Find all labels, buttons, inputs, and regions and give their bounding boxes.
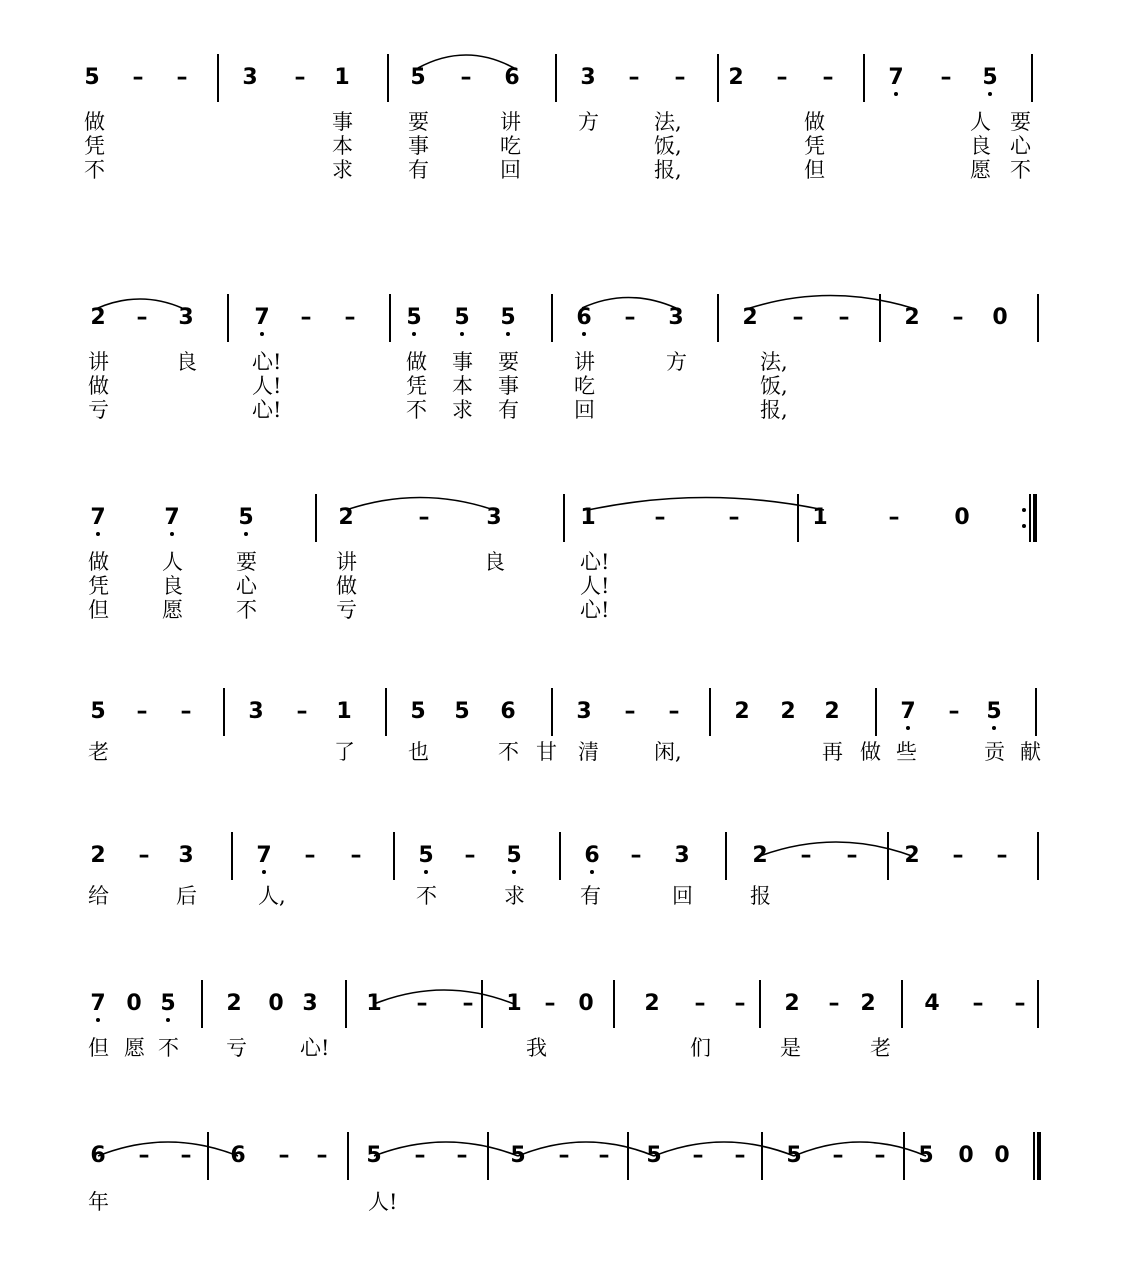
score-system: [0, 0, 1132, 240]
ties-layer: [0, 640, 1132, 780]
lyric-char: 凭: [406, 374, 427, 398]
lyric-char: 我: [526, 1036, 547, 1060]
note-digit: 5: [506, 843, 522, 868]
note-digit: 7: [888, 65, 904, 90]
note-digit: 1: [506, 991, 522, 1016]
lyric-char: 事: [498, 374, 519, 398]
note-digit: 5: [918, 1143, 934, 1168]
lyric-char: 回: [500, 158, 521, 182]
dash-note: –: [694, 991, 706, 1016]
note-digit: 1: [334, 65, 350, 90]
lyric-char: 回: [672, 884, 693, 908]
barline: [227, 294, 229, 342]
dash-note: –: [138, 843, 150, 868]
lyric-char: 给: [88, 884, 109, 908]
dash-note: –: [464, 843, 476, 868]
note-digit: 2: [644, 991, 660, 1016]
lyric-char: 事: [408, 134, 429, 158]
dash-note: –: [296, 699, 308, 724]
lyric-char: 饭,: [760, 374, 788, 398]
octave-dot-below: [424, 870, 428, 874]
lyric-char: 心!: [252, 350, 282, 374]
note-digit: 5: [406, 305, 422, 330]
octave-dot-below: [512, 870, 516, 874]
barline: [613, 980, 615, 1028]
lyric-char: 人: [970, 110, 991, 134]
lyric-char: 不: [406, 398, 427, 422]
barline: [875, 688, 877, 736]
dash-note: –: [316, 1143, 328, 1168]
dash-note: –: [624, 305, 636, 330]
score-system: [0, 640, 1132, 780]
dash-note: –: [294, 65, 306, 90]
dash-note: –: [972, 991, 984, 1016]
note-digit: 2: [784, 991, 800, 1016]
note-digit: 5: [366, 1143, 382, 1168]
barline: [1037, 980, 1039, 1028]
lyric-char: 们: [690, 1036, 711, 1060]
note-digit: 5: [410, 699, 426, 724]
lyric-char: 后: [176, 884, 197, 908]
note-digit: 1: [336, 699, 352, 724]
lyric-char: 清: [578, 740, 599, 764]
barline: [1037, 294, 1039, 342]
note-digit: 5: [410, 65, 426, 90]
dash-note: –: [668, 699, 680, 724]
lyric-char: 讲: [336, 550, 357, 574]
barline: [1035, 688, 1037, 736]
note-digit: 2: [904, 305, 920, 330]
barline: [627, 1132, 629, 1180]
lyric-char: 不: [84, 158, 105, 182]
repeat-end-barline: [1029, 494, 1031, 542]
dash-note: –: [462, 991, 474, 1016]
lyric-char: 不: [1010, 158, 1031, 182]
dash-note: –: [952, 843, 964, 868]
dash-note: –: [940, 65, 952, 90]
score-system: [0, 1090, 1132, 1260]
lyric-char: 吃: [500, 134, 521, 158]
lyric-char: 要: [408, 110, 429, 134]
dash-note: –: [136, 305, 148, 330]
lyric-char: 做: [88, 374, 109, 398]
repeat-dot: [1022, 524, 1026, 528]
dash-note: –: [414, 1143, 426, 1168]
lyric-char: 良: [484, 550, 505, 574]
final-barline: [1033, 1132, 1035, 1180]
barline: [879, 294, 881, 342]
note-digit: 5: [500, 305, 516, 330]
lyric-char: 求: [452, 398, 473, 422]
lyric-char: 但: [804, 158, 825, 182]
lyric-char: 有: [408, 158, 429, 182]
note-digit: 7: [90, 991, 106, 1016]
lyric-char: 再: [822, 740, 843, 764]
dash-note: –: [734, 991, 746, 1016]
barline: [217, 54, 219, 102]
barline: [717, 294, 719, 342]
barline: [725, 832, 727, 880]
dash-note: –: [418, 505, 430, 530]
lyric-char: 人,: [258, 884, 286, 908]
note-digit: 5: [986, 699, 1002, 724]
dash-note: –: [828, 991, 840, 1016]
note-digit: 6: [576, 305, 592, 330]
note-digit: 5: [418, 843, 434, 868]
octave-dot-below: [506, 332, 510, 336]
lyric-char: 方: [666, 350, 687, 374]
dash-note: –: [304, 843, 316, 868]
octave-dot-below: [170, 532, 174, 536]
barline: [201, 980, 203, 1028]
lyric-char: 了: [334, 740, 355, 764]
lyric-char: 本: [452, 374, 473, 398]
note-digit: 5: [510, 1143, 526, 1168]
thick-barline: [1033, 494, 1037, 542]
lyric-char: 法,: [654, 110, 682, 134]
lyric-char: 人!: [252, 374, 282, 398]
barline: [389, 294, 391, 342]
lyric-char: 做: [860, 740, 881, 764]
dash-note: –: [800, 843, 812, 868]
note-digit: 7: [900, 699, 916, 724]
lyric-char: 有: [580, 884, 601, 908]
lyric-char: 事: [452, 350, 473, 374]
barline: [1031, 54, 1033, 102]
dash-note: –: [822, 65, 834, 90]
note-digit: 5: [646, 1143, 662, 1168]
octave-dot-below: [260, 332, 264, 336]
lyric-char: 甘: [536, 740, 557, 764]
note-digit: 5: [454, 305, 470, 330]
lyric-char: 心!: [580, 598, 610, 622]
lyric-char: 讲: [88, 350, 109, 374]
ties-layer: [0, 0, 1132, 240]
dash-note: –: [558, 1143, 570, 1168]
lyric-char: 做: [88, 550, 109, 574]
dash-note: –: [674, 65, 686, 90]
lyric-char: 心!: [300, 1036, 330, 1060]
octave-dot-below: [96, 1018, 100, 1022]
note-digit: 3: [248, 699, 264, 724]
note-digit: 3: [576, 699, 592, 724]
lyric-char: 凭: [88, 574, 109, 598]
dash-note: –: [460, 65, 472, 90]
note-digit: 7: [254, 305, 270, 330]
dash-note: –: [838, 305, 850, 330]
barline: [347, 1132, 349, 1180]
barline: [761, 1132, 763, 1180]
lyric-char: 有: [498, 398, 519, 422]
lyric-char: 讲: [500, 110, 521, 134]
lyric-char: 心: [1010, 134, 1031, 158]
note-digit: 0: [994, 1143, 1010, 1168]
dash-note: –: [952, 305, 964, 330]
note-digit: 2: [90, 843, 106, 868]
octave-dot-below: [988, 92, 992, 96]
lyric-char: 报: [750, 884, 771, 908]
lyric-char: 要: [1010, 110, 1031, 134]
lyric-char: 要: [498, 350, 519, 374]
ties-layer: [0, 1090, 1132, 1260]
dash-note: –: [136, 699, 148, 724]
lyric-char: 不: [236, 598, 257, 622]
barline: [863, 54, 865, 102]
note-digit: 6: [90, 1143, 106, 1168]
note-digit: 7: [256, 843, 272, 868]
lyric-char: 心!: [580, 550, 610, 574]
barline: [555, 54, 557, 102]
lyric-char: 良: [970, 134, 991, 158]
octave-dot-below: [460, 332, 464, 336]
thick-barline: [1037, 1132, 1041, 1180]
barline: [563, 494, 565, 542]
note-digit: 5: [90, 699, 106, 724]
note-digit: 0: [126, 991, 142, 1016]
dash-note: –: [300, 305, 312, 330]
dash-note: –: [138, 1143, 150, 1168]
lyric-char: 良: [176, 350, 197, 374]
note-digit: 2: [860, 991, 876, 1016]
octave-dot-below: [992, 726, 996, 730]
score-system: [0, 790, 1132, 930]
note-digit: 5: [982, 65, 998, 90]
lyric-char: 事: [332, 110, 353, 134]
note-digit: 5: [238, 505, 254, 530]
note-digit: 5: [84, 65, 100, 90]
lyric-char: 心!: [252, 398, 282, 422]
note-digit: 2: [742, 305, 758, 330]
lyric-char: 做: [84, 110, 105, 134]
dash-note: –: [692, 1143, 704, 1168]
barline: [551, 688, 553, 736]
dash-note: –: [598, 1143, 610, 1168]
note-digit: 5: [160, 991, 176, 1016]
dash-note: –: [624, 699, 636, 724]
lyric-char: 讲: [574, 350, 595, 374]
lyric-char: 做: [406, 350, 427, 374]
dash-note: –: [350, 843, 362, 868]
barline: [1037, 832, 1039, 880]
note-digit: 0: [992, 305, 1008, 330]
note-digit: 2: [338, 505, 354, 530]
octave-dot-below: [262, 870, 266, 874]
lyric-char: 人!: [368, 1190, 398, 1214]
lyric-char: 亏: [336, 598, 357, 622]
lyric-char: 做: [336, 574, 357, 598]
lyric-char: 贡: [984, 740, 1005, 764]
note-digit: 3: [242, 65, 258, 90]
dash-note: –: [948, 699, 960, 724]
octave-dot-below: [590, 870, 594, 874]
barline: [717, 54, 719, 102]
note-digit: 6: [230, 1143, 246, 1168]
dash-note: –: [874, 1143, 886, 1168]
barline: [207, 1132, 209, 1180]
dash-note: –: [344, 305, 356, 330]
lyric-char: 亏: [226, 1036, 247, 1060]
note-digit: 6: [500, 699, 516, 724]
lyric-char: 要: [236, 550, 257, 574]
barline: [345, 980, 347, 1028]
note-digit: 5: [786, 1143, 802, 1168]
lyric-char: 愿: [162, 598, 183, 622]
lyric-char: 凭: [84, 134, 105, 158]
note-digit: 0: [268, 991, 284, 1016]
lyric-char: 不: [498, 740, 519, 764]
lyric-char: 报,: [654, 158, 682, 182]
barline: [385, 688, 387, 736]
lyric-char: 也: [408, 740, 429, 764]
barline: [387, 54, 389, 102]
repeat-dot: [1022, 508, 1026, 512]
dash-note: –: [728, 505, 740, 530]
barline: [487, 1132, 489, 1180]
note-digit: 6: [504, 65, 520, 90]
lyric-char: 年: [88, 1190, 109, 1214]
octave-dot-below: [244, 532, 248, 536]
dash-note: –: [888, 505, 900, 530]
note-digit: 2: [734, 699, 750, 724]
lyric-char: 回: [574, 398, 595, 422]
barline: [903, 1132, 905, 1180]
lyric-char: 良: [162, 574, 183, 598]
lyric-char: 愿: [970, 158, 991, 182]
note-digit: 2: [90, 305, 106, 330]
note-digit: 6: [584, 843, 600, 868]
dash-note: –: [792, 305, 804, 330]
note-digit: 2: [780, 699, 796, 724]
lyric-char: 愿: [124, 1036, 145, 1060]
lyric-char: 人!: [580, 574, 610, 598]
octave-dot-below: [582, 332, 586, 336]
dash-note: –: [180, 1143, 192, 1168]
note-digit: 3: [580, 65, 596, 90]
dash-note: –: [416, 991, 428, 1016]
note-digit: 4: [924, 991, 940, 1016]
dash-note: –: [456, 1143, 468, 1168]
dash-note: –: [776, 65, 788, 90]
octave-dot-below: [96, 532, 100, 536]
note-digit: 5: [454, 699, 470, 724]
lyric-char: 饭,: [654, 134, 682, 158]
note-digit: 2: [728, 65, 744, 90]
lyric-char: 做: [804, 110, 825, 134]
lyric-char: 但: [88, 598, 109, 622]
note-digit: 2: [226, 991, 242, 1016]
lyric-char: 老: [88, 740, 109, 764]
barline: [559, 832, 561, 880]
note-digit: 2: [752, 843, 768, 868]
octave-dot-below: [166, 1018, 170, 1022]
dash-note: –: [630, 843, 642, 868]
note-digit: 7: [90, 505, 106, 530]
note-digit: 0: [954, 505, 970, 530]
lyric-char: 求: [332, 158, 353, 182]
lyric-char: 求: [504, 884, 525, 908]
lyric-char: 献: [1020, 740, 1041, 764]
barline: [709, 688, 711, 736]
barline: [551, 294, 553, 342]
dash-note: –: [846, 843, 858, 868]
dash-note: –: [832, 1143, 844, 1168]
note-digit: 1: [366, 991, 382, 1016]
dash-note: –: [132, 65, 144, 90]
barline: [887, 832, 889, 880]
lyric-char: 法,: [760, 350, 788, 374]
note-digit: 7: [164, 505, 180, 530]
lyric-char: 方: [578, 110, 599, 134]
note-digit: 0: [578, 991, 594, 1016]
lyric-char: 本: [332, 134, 353, 158]
barline: [759, 980, 761, 1028]
note-digit: 3: [178, 305, 194, 330]
note-digit: 1: [580, 505, 596, 530]
dash-note: –: [544, 991, 556, 1016]
dash-note: –: [734, 1143, 746, 1168]
note-digit: 1: [812, 505, 828, 530]
score-system: [0, 940, 1132, 1090]
lyric-char: 不: [416, 884, 437, 908]
note-digit: 0: [958, 1143, 974, 1168]
note-digit: 3: [674, 843, 690, 868]
score-system: [0, 440, 1132, 640]
lyric-char: 不: [158, 1036, 179, 1060]
lyric-char: 吃: [574, 374, 595, 398]
dash-note: –: [628, 65, 640, 90]
dash-note: –: [654, 505, 666, 530]
dash-note: –: [1014, 991, 1026, 1016]
lyric-char: 闲,: [654, 740, 682, 764]
dash-note: –: [180, 699, 192, 724]
dash-note: –: [176, 65, 188, 90]
barline: [231, 832, 233, 880]
lyric-char: 但: [88, 1036, 109, 1060]
lyric-char: 亏: [88, 398, 109, 422]
barline: [797, 494, 799, 542]
octave-dot-below: [412, 332, 416, 336]
dash-note: –: [996, 843, 1008, 868]
dash-note: –: [278, 1143, 290, 1168]
lyric-char: 凭: [804, 134, 825, 158]
lyric-char: 报,: [760, 398, 788, 422]
note-digit: 2: [824, 699, 840, 724]
lyric-char: 是: [780, 1036, 801, 1060]
barline: [393, 832, 395, 880]
lyric-char: 老: [870, 1036, 891, 1060]
note-digit: 3: [668, 305, 684, 330]
barline: [901, 980, 903, 1028]
barline: [223, 688, 225, 736]
octave-dot-below: [906, 726, 910, 730]
barline: [481, 980, 483, 1028]
note-digit: 2: [904, 843, 920, 868]
lyric-char: 些: [896, 740, 917, 764]
note-digit: 3: [302, 991, 318, 1016]
note-digit: 3: [178, 843, 194, 868]
note-digit: 3: [486, 505, 502, 530]
lyric-char: 心: [236, 574, 257, 598]
octave-dot-below: [894, 92, 898, 96]
barline: [315, 494, 317, 542]
lyric-char: 人: [162, 550, 183, 574]
